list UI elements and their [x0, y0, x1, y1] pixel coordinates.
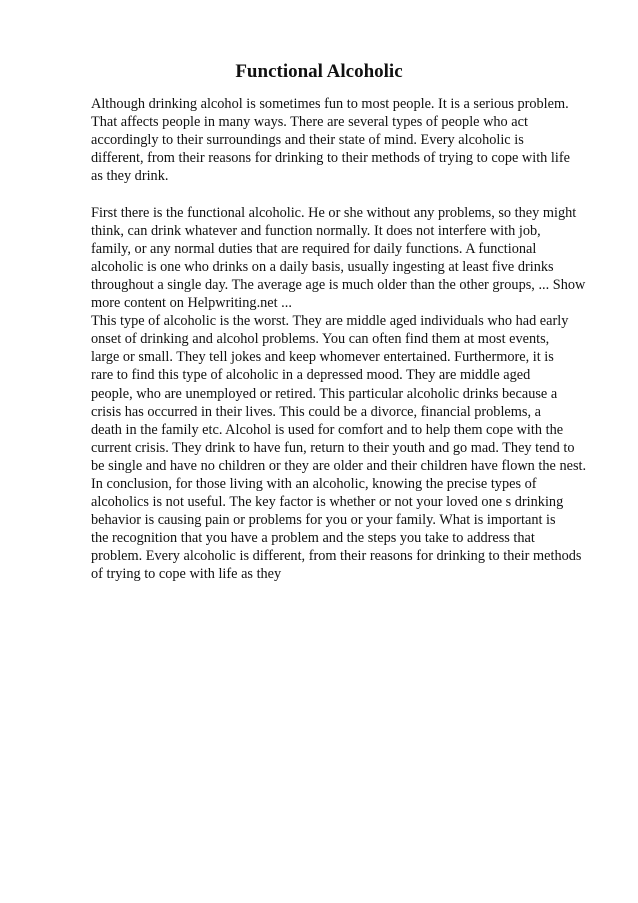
text-line: First there is the functional alcoholic. He or she without any problems, so they might — [91, 204, 577, 221]
document-title: Functional Alcoholic — [235, 61, 403, 82]
text-line: alcoholics is not useful. The key factor is whether or not your loved one s drinking — [91, 494, 564, 511]
text-line: That affects people in many ways. There are several types of people who act — [91, 114, 528, 131]
text-line: In conclusion, for those living with an alcoholic, knowing the precise types of — [91, 475, 537, 492]
text-line: the recognition that you have a problem and the steps you take to address that — [91, 530, 535, 547]
text-line: be single and have no children or they are older and their children have flown the nest. — [91, 457, 587, 474]
paragraph-3 — [91, 312, 601, 583]
text-line: accordingly to their surroundings and their state of mind. Every alcoholic is — [91, 132, 524, 149]
text-line: different, from their reasons for drinking to their methods of trying to cope with life — [91, 150, 570, 167]
text-line: Although drinking alcohol is sometimes fun to most people. It is a serious problem. — [91, 96, 569, 112]
text-line: large or small. They tell jokes and keep whomever entertained. Furthermore, it is — [91, 349, 554, 366]
text-line: current crisis. They drink to have fun, return to their youth and go mad. They tend to — [91, 439, 575, 456]
text-line: behavior is causing pain or problems for you or your family. What is important is — [91, 512, 556, 529]
text-line: crisis has occurred in their lives. This could be a divorce, financial problems, a — [91, 403, 541, 420]
text-line: This type of alcoholic is the worst. They are middle aged individuals who had early — [91, 313, 569, 330]
text-line: throughout a single day. The average age is much older than the other groups, ... Show — [91, 276, 586, 293]
paragraph-gap — [91, 185, 601, 203]
document-body — [91, 95, 601, 584]
text-line: people, who are unemployed or retired. This particular alcoholic drinks because a — [91, 385, 558, 402]
text-line: death in the family etc. Alcohol is used for comfort and to help them cope with the — [91, 421, 564, 438]
text-line: of trying to cope with life as they — [91, 566, 282, 583]
text-line: family, or any normal duties that are required for daily functions. A functional — [91, 240, 537, 257]
text-line: alcoholic is one who drinks on a daily basis, usually ingesting at least five drinks — [91, 258, 554, 275]
text-line: more content on Helpwriting.net ... — [91, 295, 292, 312]
paragraph-1 — [91, 95, 601, 185]
text-line: rare to find this type of alcoholic in a depressed mood. They are middle aged — [91, 367, 531, 384]
text-line: think, can drink whatever and function normally. It does not interfere with job, — [91, 222, 541, 239]
text-line: problem. Every alcoholic is different, from their reasons for drinking to their methods — [91, 548, 582, 565]
text-line: as they drink. — [91, 168, 169, 185]
text-line: onset of drinking and alcohol problems. You can often find them at most events, — [91, 331, 550, 348]
paragraph-2 — [91, 204, 601, 313]
